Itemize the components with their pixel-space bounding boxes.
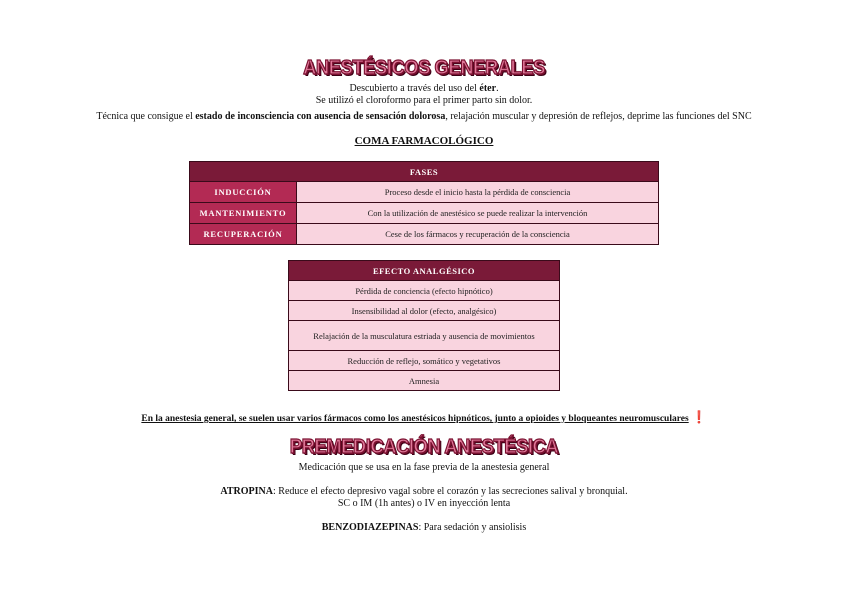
efecto-item: Insensibilidad al dolor (efecto, analgésico) xyxy=(289,301,560,321)
atropina-name: ATROPINA xyxy=(220,486,273,497)
fases-header: FASES xyxy=(190,162,659,182)
fases-table xyxy=(189,161,659,245)
table-row xyxy=(289,321,560,351)
page-title: ANESTÉSICOS GENERALES xyxy=(303,57,545,79)
fase-label: MANTENIMIENTO xyxy=(190,203,297,224)
table-row xyxy=(289,371,560,391)
fase-desc: Cese de los fármacos y recuperación de la consciencia xyxy=(297,224,659,245)
intro-line-2: Se utilizó el cloroformo para el primer parto sin dolor. xyxy=(315,95,533,106)
coma-heading: COMA FARMACOLÓGICO xyxy=(354,135,494,147)
efecto-item: Relajación de la musculatura estriada y ausencia de movimientos xyxy=(289,321,560,351)
table-row xyxy=(289,281,560,301)
definition-pre: Técnica que consigue el xyxy=(96,111,196,122)
benzo-name: BENZODIAZEPINAS xyxy=(321,522,419,533)
table-row xyxy=(190,182,659,203)
premedicacion-intro: Medicación que se usa en la fase previa de la anestesia general xyxy=(298,462,550,473)
intro-line-1-post: . xyxy=(496,83,499,94)
fase-label: INDUCCIÓN xyxy=(190,182,297,203)
atropina-desc: : Reduce el efecto depresivo vagal sobre el corazón y las secreciones salival y bronquial. xyxy=(273,486,628,497)
definition-post: , relajación muscular y depresión de reflejos, deprime las funciones del SNC xyxy=(445,111,752,122)
intro-line-1-pre: Descubierto a través del uso del xyxy=(349,83,480,94)
fase-label: RECUPERACIÓN xyxy=(190,224,297,245)
fase-desc: Proceso desde el inicio hasta la pérdida de consciencia xyxy=(297,182,659,203)
efecto-item: Amnesia xyxy=(289,371,560,391)
intro-line-1-bold: éter xyxy=(479,83,497,94)
intro-line-1 xyxy=(0,83,848,95)
benzo-desc: : Para sedación y ansiolisis xyxy=(418,522,527,533)
premedicacion-title: PREMEDICACIÓN ANESTÉSICA xyxy=(289,436,559,458)
table-row xyxy=(190,203,659,224)
atropina-route: SC o IM (1h antes) o IV en inyección lenta xyxy=(337,498,511,509)
efecto-item: Reducción de reflejo, somático y vegetativos xyxy=(289,351,560,371)
definition-bold: estado de inconsciencia con ausencia de sensación dolorosa xyxy=(195,111,446,122)
efecto-table xyxy=(288,260,560,391)
table-row xyxy=(190,224,659,245)
general-note-text: En la anestesia general, se suelen usar varios fármacos como los anestésicos hipnóticos, junto a opioides y bloqueantes neuromusculares xyxy=(141,414,689,424)
efecto-header: EFECTO ANALGÉSICO xyxy=(289,261,560,281)
benzo-line xyxy=(0,522,848,534)
general-note xyxy=(0,408,848,426)
definition-line xyxy=(0,111,848,123)
table-row xyxy=(289,351,560,371)
fase-desc: Con la utilización de anestésico se puede realizar la intervención xyxy=(297,203,659,224)
table-row xyxy=(289,301,560,321)
exclamation-icon: ❗ xyxy=(691,410,707,424)
efecto-item: Pérdida de conciencia (efecto hipnótico) xyxy=(289,281,560,301)
atropina-line xyxy=(0,486,848,498)
